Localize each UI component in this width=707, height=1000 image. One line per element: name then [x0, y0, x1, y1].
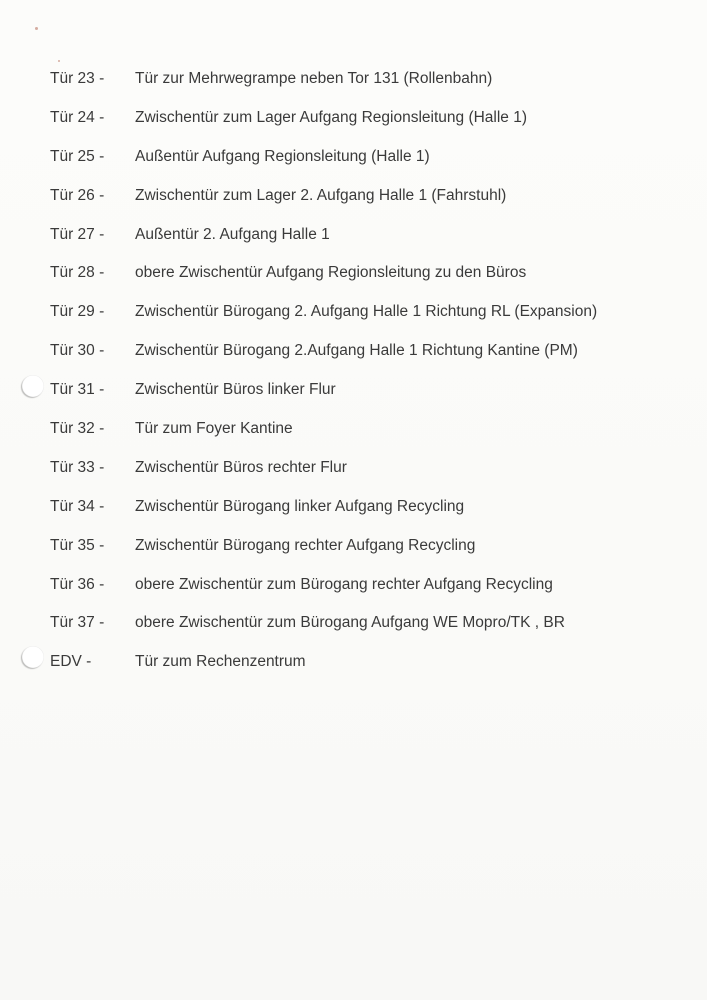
- door-code: Tür 37 -: [50, 614, 105, 632]
- door-code: Tür 28 -: [50, 264, 105, 282]
- door-entry: [0, 379, 707, 418]
- door-description: Zwischentür Büros linker Flur: [135, 381, 336, 399]
- door-description: obere Zwischentür zum Bürogang Aufgang WE Mopro/TK , BR: [135, 614, 565, 632]
- door-entry: [0, 107, 707, 146]
- door-entry: [0, 535, 707, 574]
- door-entry: [0, 146, 707, 185]
- door-description: obere Zwischentür Aufgang Regionsleitung zu den Büros: [135, 264, 527, 282]
- door-entry: [0, 301, 707, 340]
- paper-speck: [58, 60, 60, 62]
- door-list: [0, 68, 707, 690]
- door-code: Tür 34 -: [50, 497, 105, 515]
- door-code: Tür 25 -: [50, 147, 105, 165]
- door-entry: [0, 612, 707, 651]
- door-entry: [0, 574, 707, 613]
- door-description: Tür zum Rechenzentrum: [135, 653, 306, 671]
- door-description: obere Zwischentür zum Bürogang rechter Aufgang Recycling: [135, 575, 553, 593]
- door-description: Zwischentür Bürogang rechter Aufgang Recycling: [135, 536, 476, 554]
- door-description: Zwischentür Büros rechter Flur: [135, 458, 347, 476]
- door-entry: [0, 185, 707, 224]
- door-code: Tür 29 -: [50, 303, 105, 321]
- door-entry: [0, 68, 707, 107]
- door-description: Zwischentür Bürogang 2. Aufgang Halle 1 Richtung RL (Expansion): [135, 303, 598, 321]
- door-code: Tür 23 -: [50, 70, 105, 87]
- door-code: EDV -: [50, 653, 92, 671]
- door-entry: [0, 340, 707, 379]
- door-description: Zwischentür zum Lager 2. Aufgang Halle 1 (Fahrstuhl): [135, 186, 507, 204]
- door-code: Tür 27 -: [50, 225, 105, 243]
- door-description: Außentür 2. Aufgang Halle 1: [135, 225, 330, 243]
- door-code: Tür 33 -: [50, 458, 105, 476]
- door-description: Außentür Aufgang Regionsleitung (Halle 1): [135, 147, 430, 165]
- door-entry: [0, 418, 707, 457]
- door-entry: [0, 262, 707, 301]
- paper-speck: [35, 27, 38, 30]
- door-description: Zwischentür Bürogang linker Aufgang Recycling: [135, 497, 465, 515]
- door-entry: [0, 651, 707, 690]
- door-description: Zwischentür zum Lager Aufgang Regionsleitung (Halle 1): [135, 108, 528, 126]
- door-code: Tür 30 -: [50, 342, 105, 360]
- door-description: Tür zum Foyer Kantine: [135, 420, 293, 438]
- door-code: Tür 36 -: [50, 575, 105, 593]
- door-code: Tür 32 -: [50, 420, 105, 438]
- door-description: Zwischentür Bürogang 2.Aufgang Halle 1 Richtung Kantine (PM): [135, 342, 578, 360]
- door-entry: [0, 496, 707, 535]
- door-code: Tür 35 -: [50, 536, 105, 554]
- door-code: Tür 24 -: [50, 108, 105, 126]
- door-description: Tür zur Mehrwegrampe neben Tor 131 (Rollenbahn): [135, 70, 493, 87]
- door-entry: [0, 224, 707, 263]
- door-code: Tür 31 -: [50, 381, 105, 399]
- door-code: Tür 26 -: [50, 186, 105, 204]
- door-entry: [0, 457, 707, 496]
